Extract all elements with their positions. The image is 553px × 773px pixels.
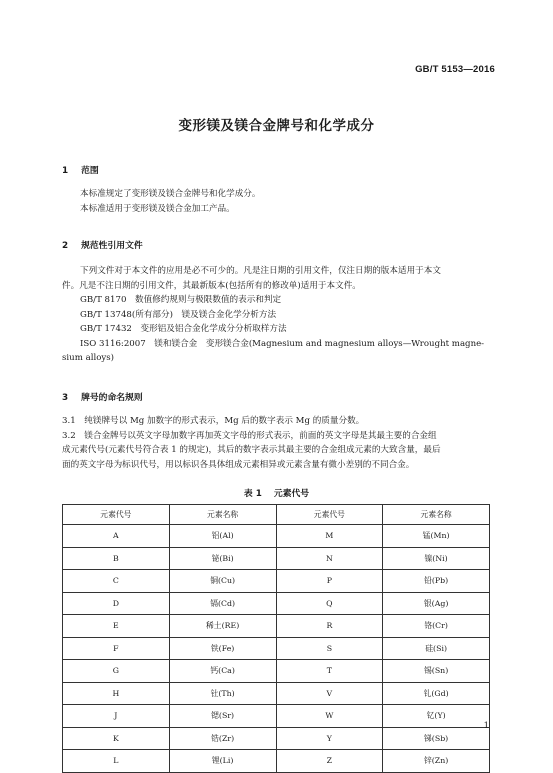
element-code-cell: A — [63, 525, 170, 548]
table-row — [63, 637, 490, 660]
clause-3-1: 3.1 纯镁牌号以 Mg 加数字的形式表示，Mg 后的数字表示 Mg 的质量分数。 — [62, 416, 365, 426]
section-title: 牌号的命名规则 — [81, 393, 143, 403]
table-label: 表 1 — [243, 489, 262, 499]
standard-code: GB/T 5153—2016 — [415, 64, 495, 75]
element-name-cell: 铜(Cu) — [169, 570, 276, 593]
element-name-cell: 铬(Cr) — [383, 615, 490, 638]
table-row — [63, 615, 490, 638]
element-code-cell: H — [63, 682, 170, 705]
element-name-cell: 锰(Mn) — [383, 525, 490, 548]
element-code-table — [62, 504, 490, 773]
paragraph-line: 件。凡是不注日期的引用文件，其最新版本(包括所有的修改单)适用于本文件。 — [62, 280, 361, 291]
section-heading-scope — [62, 163, 99, 176]
section-title: 范围 — [81, 166, 99, 176]
element-code-cell: V — [276, 682, 383, 705]
element-code-cell: K — [63, 727, 170, 750]
element-name-cell: 铁(Fe) — [169, 637, 276, 660]
element-name-cell: 钍(Th) — [169, 682, 276, 705]
section-title: 规范性引用文件 — [81, 241, 143, 251]
table-row — [63, 705, 490, 728]
element-name-cell: 锌(Zn) — [383, 750, 490, 773]
clause-3-2: 3.2 镁合金牌号以英文字母加数字再加英文字母的形式表示，前面的英文字母是其最主要的合金组 — [62, 430, 437, 441]
column-header: 元素名称 — [383, 505, 490, 525]
element-code-cell: F — [63, 637, 170, 660]
element-name-cell: 镍(Ni) — [383, 547, 490, 570]
paragraph-line: 成元素代号(元素代号符合表 1 的规定)，其后的数字表示其最主要的合金组成元素的大致含量，最后 — [62, 445, 441, 455]
section-heading-naming-rules — [62, 390, 143, 403]
element-code-cell: M — [276, 525, 383, 548]
element-name-cell: 锑(Sb) — [383, 727, 490, 750]
element-code-cell: G — [63, 660, 170, 683]
table-row — [63, 727, 490, 750]
table-row — [63, 750, 490, 773]
paragraph-line: 下列文件对于本文件的应用是必不可少的。凡是注日期的引用文件，仅注日期的版本适用于本文 — [80, 266, 441, 276]
reference-item-continuation: sium alloys) — [62, 353, 114, 363]
element-name-cell: 镉(Cd) — [169, 592, 276, 615]
table-row — [63, 570, 490, 593]
section-body-normative-references — [62, 264, 492, 366]
reference-item: GB/T 17432 变形铝及铝合金化学成分分析取样方法 — [80, 324, 287, 334]
table-row — [63, 660, 490, 683]
reference-item: ISO 3116:2007 镁和镁合金 变形镁合金(Magnesium and magnesium alloys—Wrought magne- — [80, 338, 485, 349]
table-caption — [0, 486, 553, 499]
element-code-cell: Z — [276, 750, 383, 773]
table-row — [63, 547, 490, 570]
element-code-cell: N — [276, 547, 383, 570]
element-name-cell: 银(Ag) — [383, 592, 490, 615]
element-code-cell: L — [63, 750, 170, 773]
section-number: 1 — [62, 166, 69, 176]
reference-item: GB/T 13748(所有部分) 镁及镁合金化学分析方法 — [80, 309, 277, 320]
element-code-cell: Q — [276, 592, 383, 615]
paragraph-line: 本标准适用于变形镁及镁合金加工产品。 — [80, 203, 235, 214]
element-code-cell: J — [63, 705, 170, 728]
reference-item: GB/T 8170 数值修约规则与极限数值的表示和判定 — [80, 295, 282, 305]
element-code-cell: R — [276, 615, 383, 638]
table-row — [63, 682, 490, 705]
element-name-cell: 锆(Zr) — [169, 727, 276, 750]
element-code-cell: P — [276, 570, 383, 593]
section-number: 2 — [62, 241, 69, 251]
element-name-cell: 铋(Bi) — [169, 547, 276, 570]
element-code-cell: D — [63, 592, 170, 615]
section-heading-normative-references — [62, 238, 143, 251]
column-header: 元素代号 — [63, 505, 170, 525]
element-name-cell: 钙(Ca) — [169, 660, 276, 683]
element-code-cell: S — [276, 637, 383, 660]
element-code-cell: C — [63, 570, 170, 593]
table-row — [63, 592, 490, 615]
table-title: 元素代号 — [273, 489, 310, 499]
paragraph-line: 面的英文字母为标识代号，用以标识各具体组成元素相异或元素含量有微小差别的不同合金。 — [62, 459, 415, 470]
element-name-cell: 钆(Gd) — [383, 682, 490, 705]
table-row — [63, 525, 490, 548]
paragraph-line: 本标准规定了变形镁及镁合金牌号和化学成分。 — [80, 189, 261, 199]
element-name-cell: 锡(Sn) — [383, 660, 490, 683]
element-code-cell: Y — [276, 727, 383, 750]
page-number: 1 — [483, 721, 489, 731]
element-name-cell: 锶(Sr) — [169, 705, 276, 728]
element-name-cell: 硅(Si) — [383, 637, 490, 660]
element-code-cell: W — [276, 705, 383, 728]
column-header: 元素名称 — [169, 505, 276, 525]
element-name-cell: 铝(Al) — [169, 525, 276, 548]
element-name-cell: 稀土(RE) — [169, 615, 276, 638]
element-name-cell: 锂(Li) — [169, 750, 276, 773]
document-title: 变形镁及镁合金牌号和化学成分 — [178, 118, 375, 134]
element-name-cell: 钇(Y) — [383, 705, 490, 728]
section-body-scope — [62, 187, 492, 216]
element-name-cell: 铅(Pb) — [383, 570, 490, 593]
element-code-cell: T — [276, 660, 383, 683]
column-header: 元素代号 — [276, 505, 383, 525]
section-number: 3 — [62, 393, 69, 403]
table-header-row — [63, 505, 490, 525]
element-code-cell: E — [63, 615, 170, 638]
element-code-cell: B — [63, 547, 170, 570]
section-body-naming-rules — [62, 414, 492, 472]
